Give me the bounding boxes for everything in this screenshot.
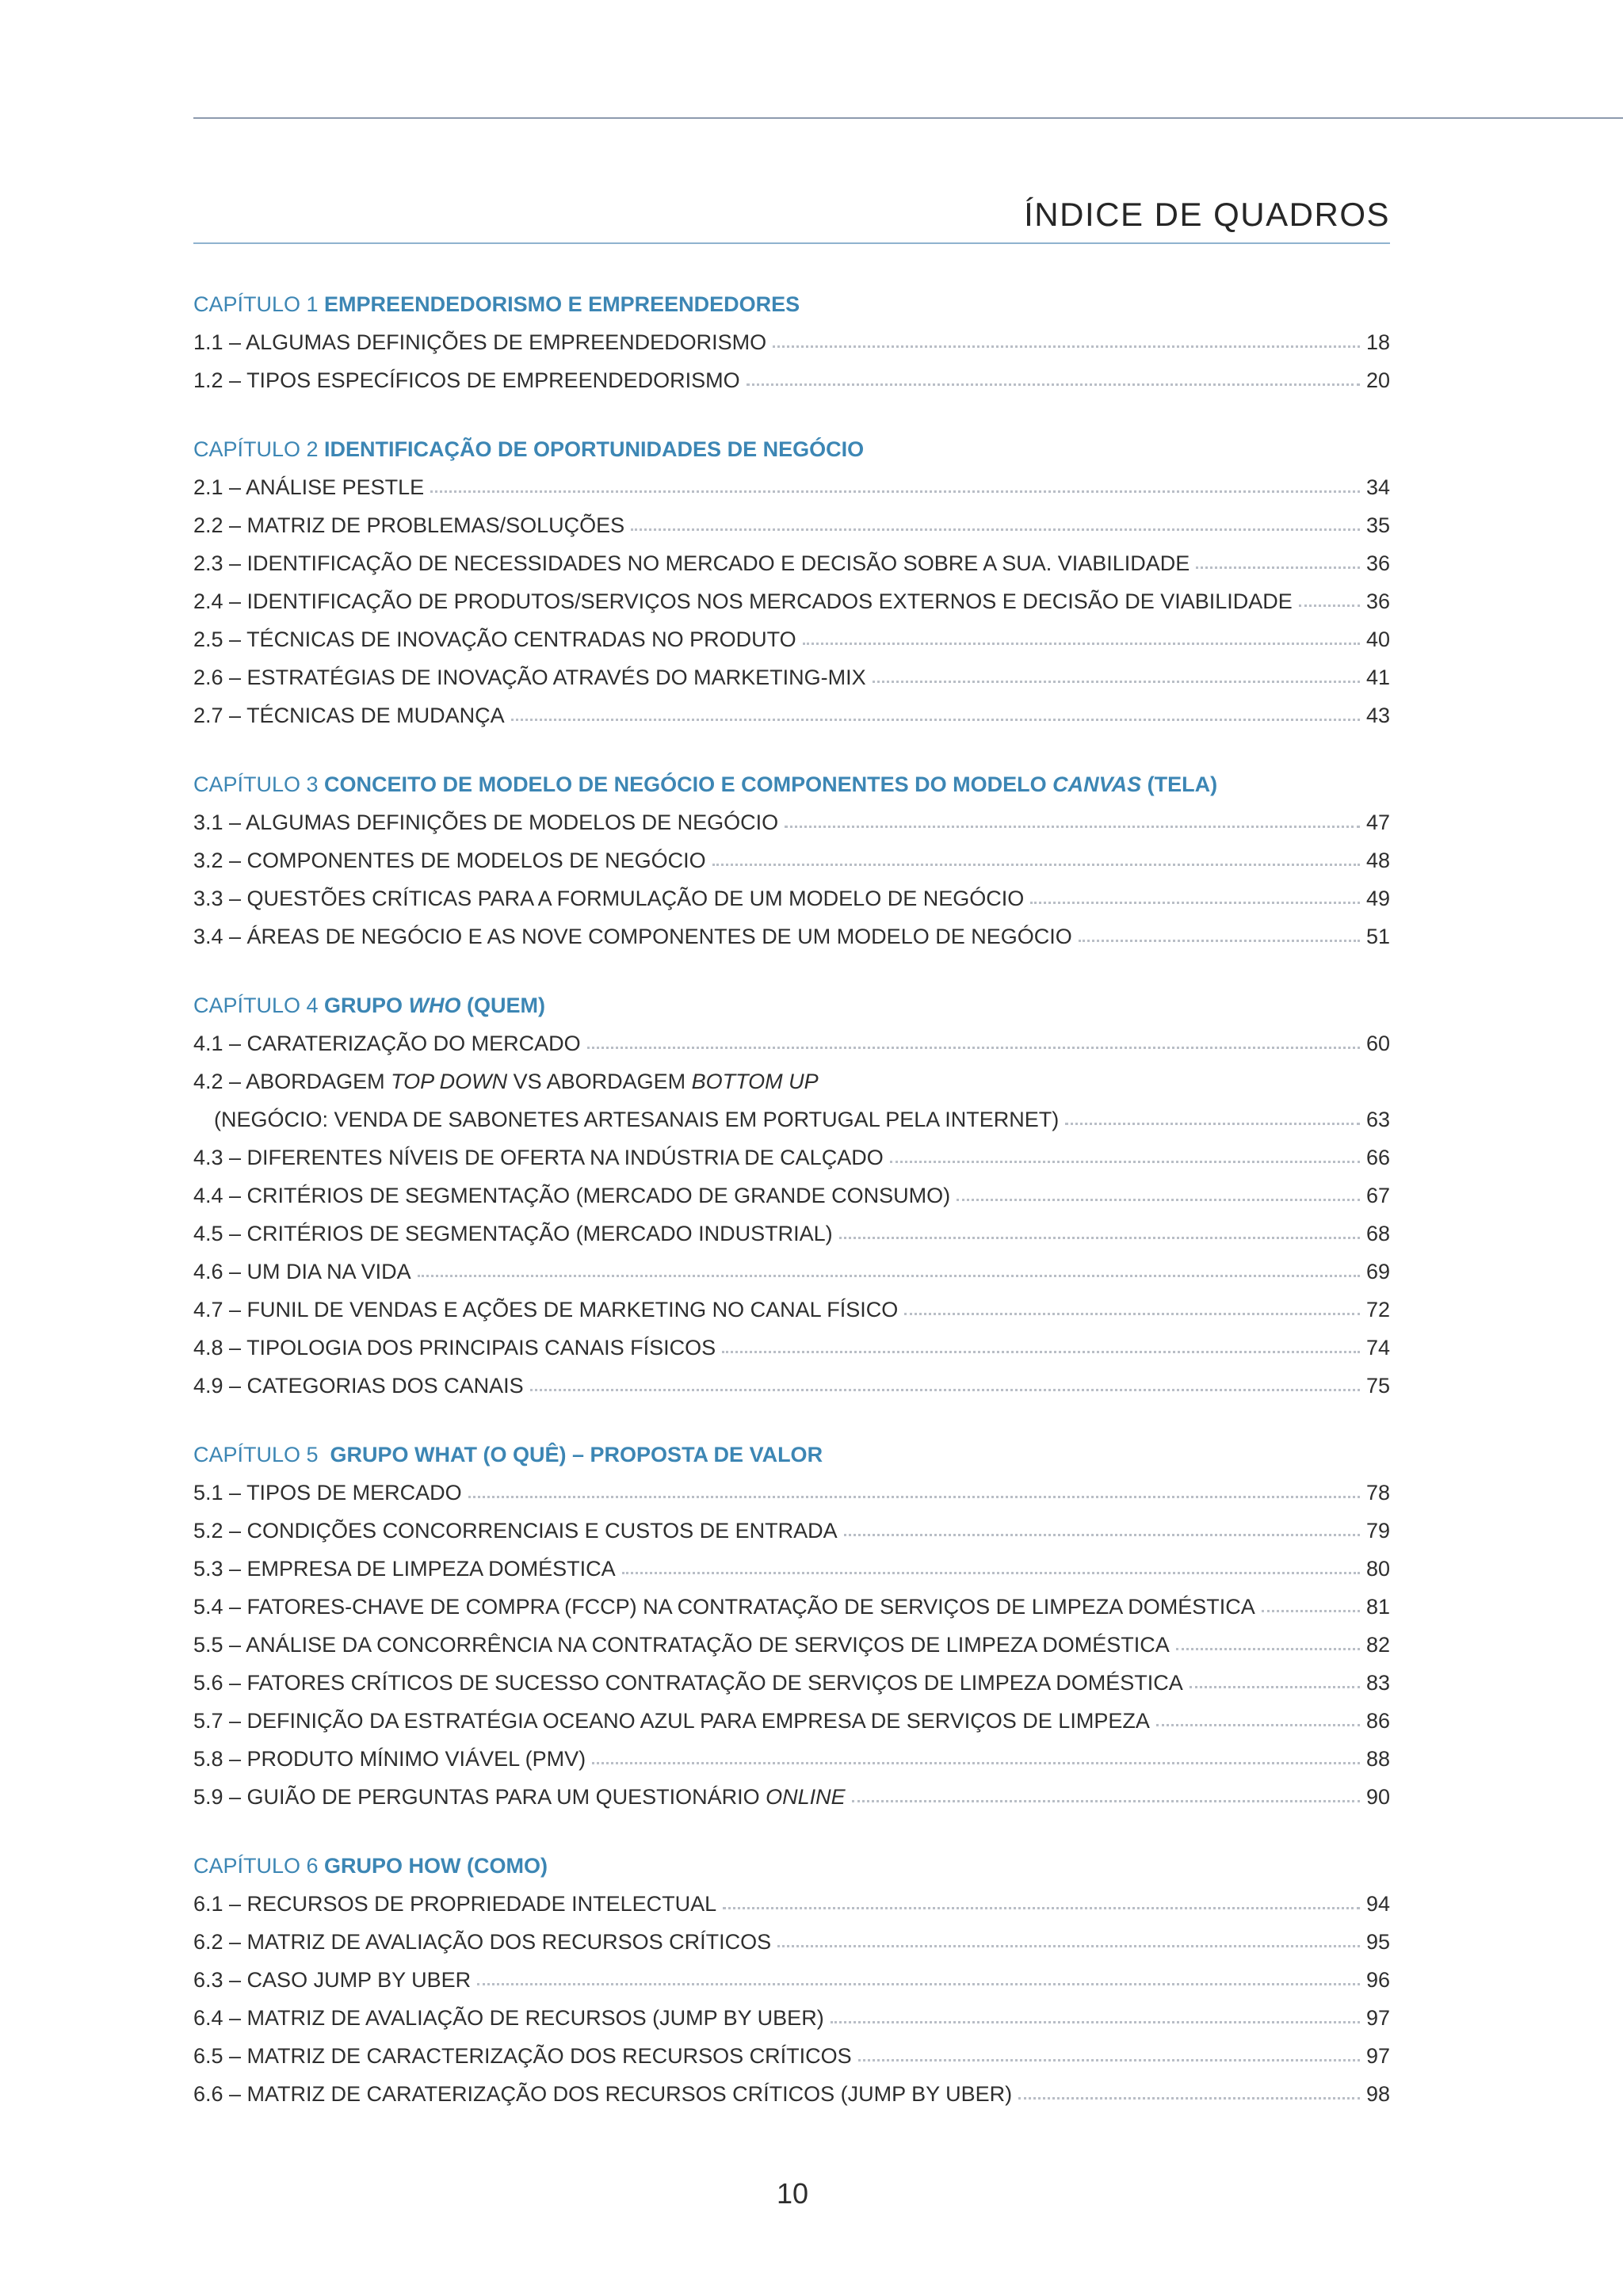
chapter-title-part: GRUPO HOW (COMO)	[324, 1854, 548, 1878]
toc-entry-title: 5.6 – FATORES CRÍTICOS DE SUCESSO CONTRATAÇÃO DE SERVIÇOS DE LIMPEZA DOMÉSTICA	[193, 1671, 1183, 1695]
toc-entry-title: 4.5 – CRITÉRIOS DE SEGMENTAÇÃO (MERCADO INDUSTRIAL)	[193, 1222, 833, 1245]
toc-page-number: 35	[1365, 513, 1390, 537]
toc-entry[interactable]	[193, 361, 1390, 399]
dot-leader	[844, 1532, 1360, 1536]
dot-leader	[1196, 565, 1360, 569]
dot-leader	[1065, 1121, 1360, 1125]
dot-leader	[511, 717, 1360, 721]
chapter-heading[interactable]	[193, 986, 1390, 1024]
toc-entry[interactable]	[193, 1100, 1390, 1138]
dot-leader	[890, 1159, 1360, 1163]
toc-entry-title: 5.1 – TIPOS DE MERCADO	[193, 1481, 462, 1505]
dot-leader	[587, 1045, 1360, 1049]
dot-leader	[477, 1981, 1360, 1985]
dot-leader	[1299, 603, 1360, 607]
toc-page-number: 48	[1365, 849, 1390, 872]
dot-leader	[1079, 938, 1360, 942]
toc-entry-title: 4.4 – CRITÉRIOS DE SEGMENTAÇÃO (MERCADO DE GRANDE CONSUMO)	[193, 1184, 951, 1207]
toc-page-number: 74	[1365, 1336, 1390, 1360]
chapter-section	[193, 430, 1390, 734]
toc-page-number: 36	[1365, 551, 1390, 575]
chapter-number: CAPÍTULO 3	[193, 772, 325, 796]
page-title: ÍNDICE DE QUADROS	[193, 187, 1390, 244]
toc-entry[interactable]	[193, 1885, 1390, 1923]
toc-entry-title: 6.5 – MATRIZ DE CARACTERIZAÇÃO DOS RECURSOS CRÍTICOS	[193, 2044, 852, 2068]
toc-entry-title: 4.8 – TIPOLOGIA DOS PRINCIPAIS CANAIS FÍSICOS	[193, 1336, 716, 1360]
toc-entry-title: 1.1 – ALGUMAS DEFINIÇÕES DE EMPREENDEDORISMO	[193, 330, 767, 354]
dot-leader	[747, 382, 1360, 386]
chapter-number: CAPÍTULO 5	[193, 1443, 330, 1466]
dot-leader	[852, 1798, 1360, 1802]
chapter-section	[193, 1847, 1390, 2113]
toc-entry[interactable]	[193, 1138, 1390, 1177]
toc-entry[interactable]	[193, 1626, 1390, 1664]
toc-page-number: 95	[1365, 1930, 1390, 1954]
dot-leader	[831, 2019, 1360, 2023]
toc-entry[interactable]	[193, 544, 1390, 582]
toc-entry-title: 2.5 – TÉCNICAS DE INOVAÇÃO CENTRADAS NO PRODUTO	[193, 627, 796, 651]
toc-entry-title: 6.6 – MATRIZ DE CARATERIZAÇÃO DOS RECURSOS CRÍTICOS (JUMP BY UBER)	[193, 2082, 1013, 2106]
toc-entry[interactable]	[193, 841, 1390, 879]
chapter-title	[324, 772, 1217, 796]
toc-entry-title: 3.3 – QUESTÕES CRÍTICAS PARA A FORMULAÇÃO DE UM MODELO DE NEGÓCIO	[193, 887, 1025, 910]
toc-entry[interactable]	[193, 1588, 1390, 1626]
toc-entry-title	[193, 1062, 819, 1100]
toc-entry[interactable]	[193, 582, 1390, 620]
toc-page-number: 67	[1365, 1184, 1390, 1207]
chapter-heading[interactable]	[193, 430, 1390, 468]
chapter-heading[interactable]	[193, 1436, 1390, 1474]
top-rule	[193, 117, 1623, 119]
toc-page-number: 97	[1365, 2044, 1390, 2068]
chapter-heading[interactable]	[193, 285, 1390, 323]
toc-entry[interactable]	[193, 1474, 1390, 1512]
toc-entry-title: 3.2 – COMPONENTES DE MODELOS DE NEGÓCIO	[193, 849, 706, 872]
toc-page-number: 69	[1365, 1260, 1390, 1283]
chapter-title	[324, 1854, 548, 1878]
toc-page-number: 94	[1365, 1892, 1390, 1916]
toc-entry[interactable]	[193, 696, 1390, 734]
chapter-title-part: GRUPO WHAT (O QUÊ) – PROPOSTA DE VALOR	[330, 1443, 823, 1466]
dot-leader	[1030, 900, 1360, 904]
dot-leader	[785, 824, 1360, 828]
toc-entry-title: 4.1 – CARATERIZAÇÃO DO MERCADO	[193, 1032, 581, 1055]
chapter-number: CAPÍTULO 6	[193, 1854, 325, 1878]
chapter-title-part: IDENTIFICAÇÃO DE OPORTUNIDADES DE NEGÓCIO	[324, 437, 865, 461]
toc-entry[interactable]	[193, 1253, 1390, 1291]
toc-entry[interactable]	[193, 1215, 1390, 1253]
dot-leader	[1176, 1646, 1360, 1650]
dot-leader	[592, 1760, 1360, 1764]
toc-entry[interactable]	[193, 803, 1390, 841]
toc-entry-part: VS ABORDAGEM	[507, 1070, 692, 1093]
chapter-number: CAPÍTULO 4	[193, 994, 325, 1017]
toc-entry-italic: TOP DOWN	[391, 1070, 508, 1093]
toc-entry[interactable]	[193, 2075, 1390, 2113]
chapter-section	[193, 986, 1390, 1405]
toc-page-number: 66	[1365, 1146, 1390, 1169]
chapter-heading[interactable]	[193, 1847, 1390, 1885]
toc-entry[interactable]	[193, 658, 1390, 696]
toc-entry[interactable]	[193, 1778, 1390, 1816]
toc-entry-title: 4.9 – CATEGORIAS DOS CANAIS	[193, 1374, 524, 1398]
toc-entry[interactable]	[193, 1550, 1390, 1588]
dot-leader	[904, 1311, 1360, 1315]
dot-leader	[430, 489, 1360, 493]
toc-entry[interactable]	[193, 1664, 1390, 1702]
toc-page-number: 90	[1365, 1785, 1390, 1809]
toc-page-number: 47	[1365, 810, 1390, 834]
toc-entry-title: 6.2 – MATRIZ DE AVALIAÇÃO DOS RECURSOS CRÍTICOS	[193, 1930, 772, 1954]
dot-leader	[1190, 1684, 1360, 1688]
toc-page-number: 18	[1365, 330, 1390, 354]
dot-leader	[957, 1197, 1360, 1201]
toc-entry[interactable]	[193, 1291, 1390, 1329]
toc-entry[interactable]	[193, 879, 1390, 917]
chapter-title-part: (TELA)	[1141, 772, 1218, 796]
toc-entry-title: 4.7 – FUNIL DE VENDAS E AÇÕES DE MARKETING NO CANAL FÍSICO	[193, 1298, 899, 1322]
toc-page-number: 68	[1365, 1222, 1390, 1245]
toc-entry-title: 4.6 – UM DIA NA VIDA	[193, 1260, 411, 1283]
dot-leader	[722, 1349, 1360, 1353]
chapter-title	[324, 292, 800, 316]
toc-entry[interactable]	[193, 1062, 1390, 1100]
toc-entry-title: 2.1 – ANÁLISE PESTLE	[193, 475, 425, 499]
toc-page-number: 98	[1365, 2082, 1390, 2106]
dot-leader	[773, 344, 1360, 348]
toc-entry-title: 5.7 – DEFINIÇÃO DA ESTRATÉGIA OCEANO AZUL PARA EMPRESA DE SERVIÇOS DE LIMPEZA	[193, 1709, 1150, 1733]
toc-page-number: 20	[1365, 368, 1390, 392]
toc-entry[interactable]	[193, 917, 1390, 955]
chapter-number: CAPÍTULO 2	[193, 437, 325, 461]
toc-page-number: 43	[1365, 704, 1390, 727]
chapter-title-italic: WHO	[408, 994, 461, 1017]
chapter-title-part: EMPREENDEDORISMO E EMPREENDEDORES	[324, 292, 800, 316]
dot-leader	[1262, 1608, 1360, 1612]
toc-page-number: 78	[1365, 1481, 1390, 1505]
toc-entry[interactable]	[193, 323, 1390, 361]
toc-entry-title: 5.3 – EMPRESA DE LIMPEZA DOMÉSTICA	[193, 1557, 616, 1581]
toc-page-number: 72	[1365, 1298, 1390, 1322]
toc-entry-title: 6.4 – MATRIZ DE AVALIAÇÃO DE RECURSOS (JUMP BY UBER)	[193, 2006, 824, 2030]
toc-entry[interactable]	[193, 506, 1390, 544]
toc-entry[interactable]	[193, 1329, 1390, 1367]
page-number: 10	[776, 2177, 809, 2210]
toc-page-number: 80	[1365, 1557, 1390, 1581]
dot-leader	[622, 1570, 1360, 1574]
toc-page-number: 75	[1365, 1374, 1390, 1398]
toc-page-number: 49	[1365, 887, 1390, 910]
dot-leader	[631, 527, 1360, 531]
toc-page-number: 79	[1365, 1519, 1390, 1543]
toc-page-number: 41	[1365, 666, 1390, 689]
toc-entry-title	[193, 1778, 846, 1816]
toc-page-number: 40	[1365, 627, 1390, 651]
chapter-heading[interactable]	[193, 765, 1390, 803]
toc-entry[interactable]	[193, 1024, 1390, 1062]
toc-entry[interactable]	[193, 1923, 1390, 1961]
toc-entry-title: (NEGÓCIO: VENDA DE SABONETES ARTESANAIS EM PORTUGAL PELA INTERNET)	[214, 1108, 1060, 1131]
toc-page-number: 34	[1365, 475, 1390, 499]
chapter-title	[330, 1443, 823, 1466]
toc-entry[interactable]	[193, 1367, 1390, 1405]
chapter-title-part: (QUEM)	[460, 994, 546, 1017]
chapter-title-italic: CANVAS	[1052, 772, 1142, 796]
dot-leader	[1018, 2096, 1360, 2100]
toc-entry[interactable]	[193, 1702, 1390, 1740]
toc-page-number: 51	[1365, 925, 1390, 948]
table-of-contents	[193, 285, 1390, 2113]
toc-page-number: 97	[1365, 2006, 1390, 2030]
toc-page-number: 82	[1365, 1633, 1390, 1657]
chapter-section	[193, 1436, 1390, 1816]
toc-entry-title: 5.5 – ANÁLISE DA CONCORRÊNCIA NA CONTRATAÇÃO DE SERVIÇOS DE LIMPEZA DOMÉSTICA	[193, 1633, 1170, 1657]
toc-entry[interactable]	[193, 1512, 1390, 1550]
toc-entry-title: 5.2 – CONDIÇÕES CONCORRENCIAIS E CUSTOS DE ENTRADA	[193, 1519, 838, 1543]
toc-page-number: 81	[1365, 1595, 1390, 1619]
chapter-title-part: CONCEITO DE MODELO DE NEGÓCIO E COMPONENTES DO MODELO	[324, 772, 1053, 796]
chapter-title-part: GRUPO	[324, 994, 409, 1017]
toc-entry-title: 1.2 – TIPOS ESPECÍFICOS DE EMPREENDEDORISMO	[193, 368, 740, 392]
dot-leader	[723, 1905, 1360, 1909]
toc-entry-title: 2.4 – IDENTIFICAÇÃO DE PRODUTOS/SERVIÇOS NOS MERCADOS EXTERNOS E DECISÃO DE VIABILIDADE	[193, 589, 1293, 613]
toc-entry[interactable]	[193, 620, 1390, 658]
toc-entry-title: 6.3 – CASO JUMP BY UBER	[193, 1968, 472, 1992]
chapter-section	[193, 285, 1390, 399]
toc-entry[interactable]	[193, 1177, 1390, 1215]
toc-entry-title: 6.1 – RECURSOS DE PROPRIEDADE INTELECTUAL	[193, 1892, 717, 1916]
dot-leader	[873, 679, 1360, 683]
dot-leader	[803, 641, 1360, 645]
chapter-number: CAPÍTULO 1	[193, 292, 325, 316]
chapter-section	[193, 765, 1390, 955]
dot-leader	[530, 1387, 1360, 1391]
toc-entry-italic: ONLINE	[766, 1785, 846, 1809]
dot-leader	[839, 1235, 1360, 1239]
toc-entry-title: 5.4 – FATORES-CHAVE DE COMPRA (FCCP) NA CONTRATAÇÃO DE SERVIÇOS DE LIMPEZA DOMÉSTICA	[193, 1595, 1255, 1619]
dot-leader	[712, 862, 1360, 866]
toc-page-number: 63	[1365, 1108, 1390, 1131]
toc-entry-title: 3.1 – ALGUMAS DEFINIÇÕES DE MODELOS DE NEGÓCIO	[193, 810, 779, 834]
dot-leader	[1156, 1722, 1360, 1726]
toc-entry[interactable]	[193, 1961, 1390, 1999]
chapter-title	[324, 994, 545, 1017]
toc-entry-title: 3.4 – ÁREAS DE NEGÓCIO E AS NOVE COMPONENTES DE UM MODELO DE NEGÓCIO	[193, 925, 1072, 948]
toc-entry[interactable]	[193, 2037, 1390, 2075]
toc-page-number: 60	[1365, 1032, 1390, 1055]
toc-entry[interactable]	[193, 1740, 1390, 1778]
toc-page-number: 83	[1365, 1671, 1390, 1695]
toc-page-number: 96	[1365, 1968, 1390, 1992]
toc-entry-part: 4.2 – ABORDAGEM	[193, 1070, 391, 1093]
toc-page-number: 36	[1365, 589, 1390, 613]
chapter-title	[324, 437, 864, 461]
toc-entry-title: 2.2 – MATRIZ DE PROBLEMAS/SOLUÇÕES	[193, 513, 625, 537]
toc-entry-part: 5.9 – GUIÃO DE PERGUNTAS PARA UM QUESTIONÁRIO	[193, 1785, 766, 1809]
toc-entry-title: 4.3 – DIFERENTES NÍVEIS DE OFERTA NA INDÚSTRIA DE CALÇADO	[193, 1146, 884, 1169]
toc-entry-italic: BOTTOM UP	[691, 1070, 819, 1093]
toc-page-number: 88	[1365, 1747, 1390, 1771]
dot-leader	[858, 2058, 1360, 2061]
toc-entry-title: 2.7 – TÉCNICAS DE MUDANÇA	[193, 704, 505, 727]
toc-entry-title: 5.8 – PRODUTO MÍNIMO VIÁVEL (PMV)	[193, 1747, 586, 1771]
dot-leader	[468, 1494, 1360, 1498]
toc-entry[interactable]	[193, 1999, 1390, 2037]
dot-leader	[777, 1943, 1360, 1947]
dot-leader	[418, 1273, 1360, 1277]
toc-page-number: 86	[1365, 1709, 1390, 1733]
toc-entry-title: 2.3 – IDENTIFICAÇÃO DE NECESSIDADES NO MERCADO E DECISÃO SOBRE A SUA. VIABILIDADE	[193, 551, 1190, 575]
toc-entry-title: 2.6 – ESTRATÉGIAS DE INOVAÇÃO ATRAVÉS DO MARKETING-MIX	[193, 666, 866, 689]
toc-entry[interactable]	[193, 468, 1390, 506]
